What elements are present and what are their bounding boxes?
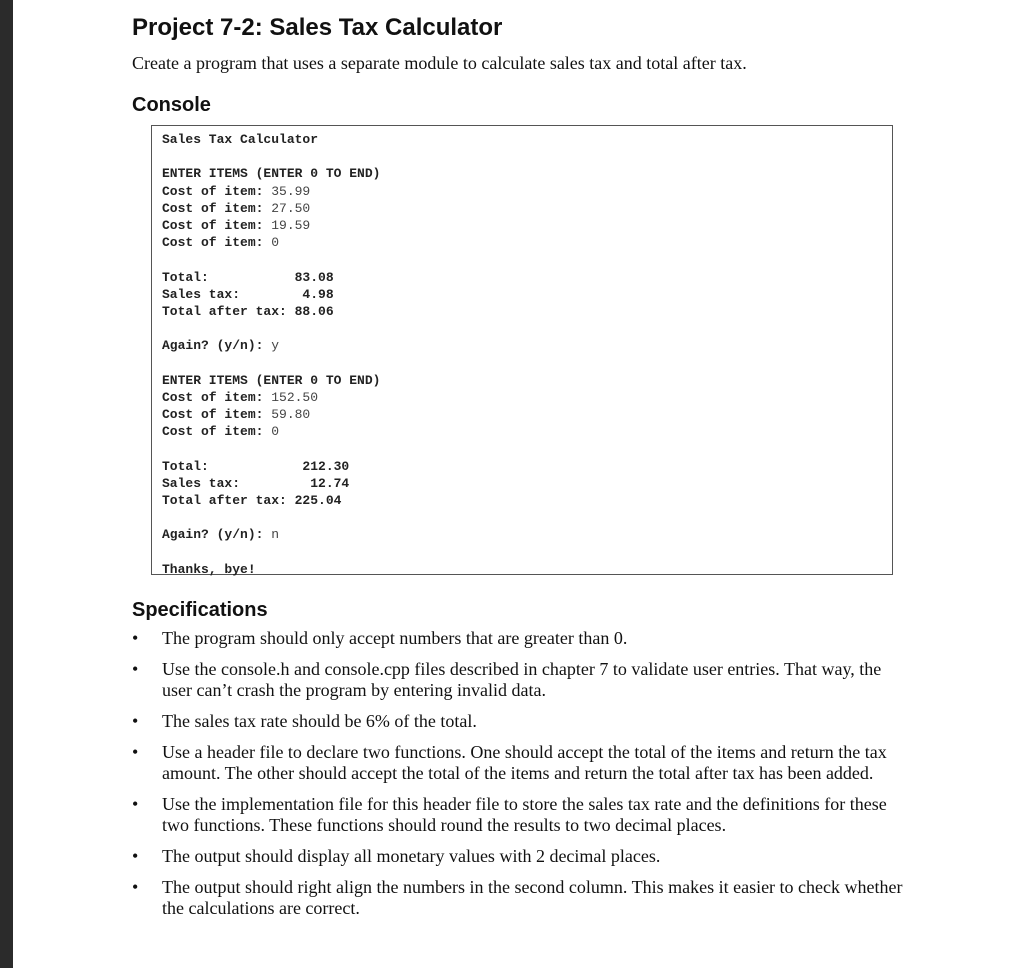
console-output-box <box>151 125 893 575</box>
console-user-input: y <box>271 338 280 354</box>
intro-paragraph: Create a program that uses a separate module to calculate sales tax and total after tax. <box>132 53 747 73</box>
console-user-input: 152.50 <box>271 389 319 405</box>
spec-text: The output should right align the numbers in the second column. This makes it easier to check whether the calculations are correct. <box>162 877 903 918</box>
console-prompt: Again? (y/n): <box>162 338 272 354</box>
console-prompt: Cost of item: <box>162 389 272 405</box>
console-prompt: Cost of item: <box>162 407 272 422</box>
bullet-icon: • <box>132 846 139 866</box>
spec-text: The program should only accept numbers that are greater than 0. <box>162 628 628 648</box>
console-prompt: Thanks, bye! <box>162 561 256 577</box>
console-line <box>162 544 380 561</box>
console-line <box>162 492 380 509</box>
console-line <box>162 234 380 251</box>
console-line <box>162 526 380 543</box>
console-line <box>162 217 380 234</box>
spec-item <box>132 877 912 919</box>
bullet-icon: • <box>132 742 139 762</box>
console-heading: Console <box>132 94 211 116</box>
spec-text: Use a header file to declare two functions. One should accept the total of the items and return the tax amount. The other should accept the total of the items and return the total after tax has been added. <box>162 742 887 783</box>
bullet-icon: • <box>132 711 139 731</box>
console-line <box>162 561 380 578</box>
console-user-input: 0 <box>271 235 280 251</box>
console-line <box>162 337 380 354</box>
console-line <box>162 389 380 406</box>
spec-text: The sales tax rate should be 6% of the total. <box>162 711 477 731</box>
console-line <box>162 320 380 337</box>
console-line <box>162 509 380 526</box>
console-line <box>162 165 380 182</box>
spec-text: The output should display all monetary values with 2 decimal places. <box>162 846 661 866</box>
spec-item <box>132 846 912 867</box>
console-user-input: 0 <box>271 424 280 440</box>
console-line <box>162 458 380 475</box>
console-line <box>162 183 380 200</box>
page-title: Project 7-2: Sales Tax Calculator <box>132 14 503 41</box>
console-line <box>162 303 380 320</box>
console-prompt: Cost of item: <box>162 235 272 251</box>
spec-text: Use the console.h and console.cpp files described in chapter 7 to validate user entries. That way, the user can’t crash the program by entering invalid data. <box>162 659 882 700</box>
window-edge <box>0 0 13 968</box>
console-line <box>162 200 380 217</box>
console-user-input: 27.50 <box>271 200 311 216</box>
console-prompt: Cost of item: <box>162 183 272 199</box>
console-prompt: ENTER ITEMS (ENTER 0 TO END) <box>162 166 381 182</box>
bullet-icon: • <box>132 659 139 679</box>
console-line <box>162 251 380 268</box>
console-line <box>162 475 380 492</box>
console-prompt: Again? (y/n): <box>162 527 272 543</box>
console-lines <box>162 131 380 578</box>
console-line <box>162 131 380 148</box>
bullet-icon: • <box>132 794 139 814</box>
console-prompt: Cost of item: <box>162 200 272 216</box>
console-user-input: 19.59 <box>271 217 311 233</box>
console-line <box>162 406 380 423</box>
bullet-icon: • <box>132 628 139 648</box>
console-user-input: 35.99 <box>271 183 311 199</box>
specifications-list <box>132 628 912 929</box>
console-prompt: Total: 83.08 <box>162 269 334 285</box>
specifications-heading: Specifications <box>132 599 268 621</box>
console-prompt: Sales tax: 12.74 <box>162 475 350 491</box>
console-prompt: Cost of item: <box>162 217 272 233</box>
console-line <box>162 354 380 371</box>
console-prompt: ENTER ITEMS (ENTER 0 TO END) <box>162 372 381 388</box>
console-prompt: Sales Tax Calculator <box>162 132 319 147</box>
bullet-icon: • <box>132 877 139 897</box>
spec-item <box>132 711 912 732</box>
console-line <box>162 286 380 303</box>
console-prompt: Total after tax: 225.04 <box>162 492 342 508</box>
console-line <box>162 372 380 389</box>
spec-item <box>132 659 912 701</box>
spec-item <box>132 794 912 836</box>
console-line <box>162 440 380 457</box>
spec-item <box>132 628 912 649</box>
spec-item <box>132 742 912 784</box>
console-prompt: Total: 212.30 <box>162 458 350 474</box>
console-line <box>162 148 380 165</box>
console-line <box>162 423 380 440</box>
console-prompt: Sales tax: 4.98 <box>162 286 334 302</box>
spec-text: Use the implementation file for this header file to store the sales tax rate and the definitions for these two functions. These functions should round the results to two decimal places. <box>162 794 887 835</box>
console-user-input: n <box>271 527 280 543</box>
console-prompt: Total after tax: 88.06 <box>162 303 334 319</box>
console-prompt: Cost of item: <box>162 424 272 440</box>
console-line <box>162 269 380 286</box>
console-user-input: 59.80 <box>271 407 311 422</box>
